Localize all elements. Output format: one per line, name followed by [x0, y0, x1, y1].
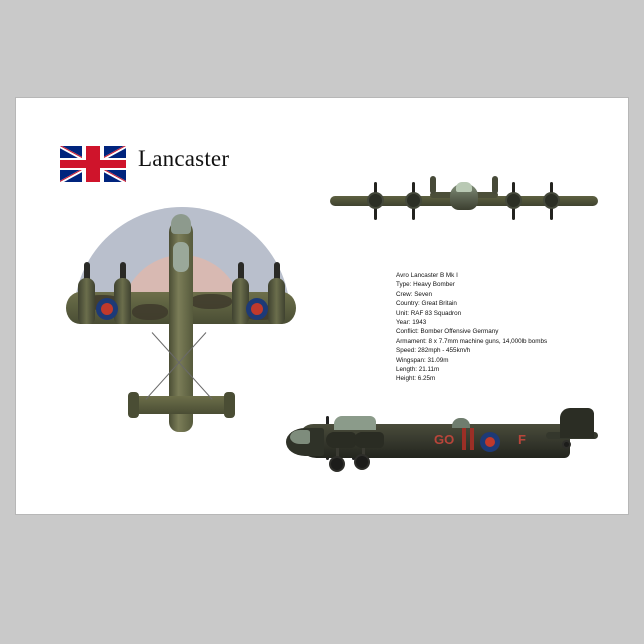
spec-line: Armament: 8 x 7.7mm machine guns, 14,000lb bombs	[396, 337, 548, 345]
side-mid-turret	[452, 418, 470, 428]
squadron-code-left: GO	[434, 432, 455, 447]
spec-line: Crew: Seven	[396, 290, 433, 298]
aircraft-front-view	[326, 168, 601, 248]
wing-roundel-right	[246, 298, 268, 320]
spec-line: Length: 21.11m	[396, 366, 440, 374]
main-wheel	[329, 456, 345, 472]
fuselage-roundel	[480, 432, 500, 452]
aircraft-side-view	[274, 402, 614, 492]
plan-canopy	[173, 242, 189, 272]
tail-wheel	[562, 440, 571, 449]
aircraft-plan-view	[56, 200, 306, 450]
spec-line: Avro Lancaster B Mk I	[396, 272, 458, 279]
side-fin	[560, 408, 594, 438]
front-fin-right	[492, 176, 498, 194]
spec-line: Height: 6.25m	[396, 375, 436, 383]
spec-line: Speed: 282mph - 455km/h	[396, 347, 471, 355]
spec-line: Wingspan: 31.09m	[396, 356, 449, 364]
spec-line: Year: 1943	[396, 319, 427, 327]
poster-canvas	[26, 108, 618, 504]
specification-list	[396, 271, 611, 384]
squadron-code-right: F	[518, 432, 526, 447]
wing-roundel-left	[96, 298, 118, 320]
union-jack-flag-icon	[60, 146, 126, 182]
plan-fin-right	[224, 392, 235, 418]
front-fin-left	[430, 176, 436, 194]
front-canopy	[456, 182, 472, 192]
spec-line: Country: Great Britain	[396, 300, 457, 308]
plan-nose	[171, 214, 191, 234]
spec-line: Type: Heavy Bomber	[396, 281, 455, 289]
main-wheel-rear	[354, 454, 370, 470]
poster-frame	[15, 97, 629, 515]
plan-tailplane	[128, 396, 234, 414]
side-canopy	[334, 416, 376, 430]
side-nose-glazing	[290, 430, 310, 444]
spec-line: Unit: RAF 83 Squadron	[396, 309, 462, 317]
page-title: Lancaster	[138, 146, 230, 171]
plan-fin-left	[128, 392, 139, 418]
spec-line: Conflict: Bomber Offensive Germany	[396, 328, 499, 336]
